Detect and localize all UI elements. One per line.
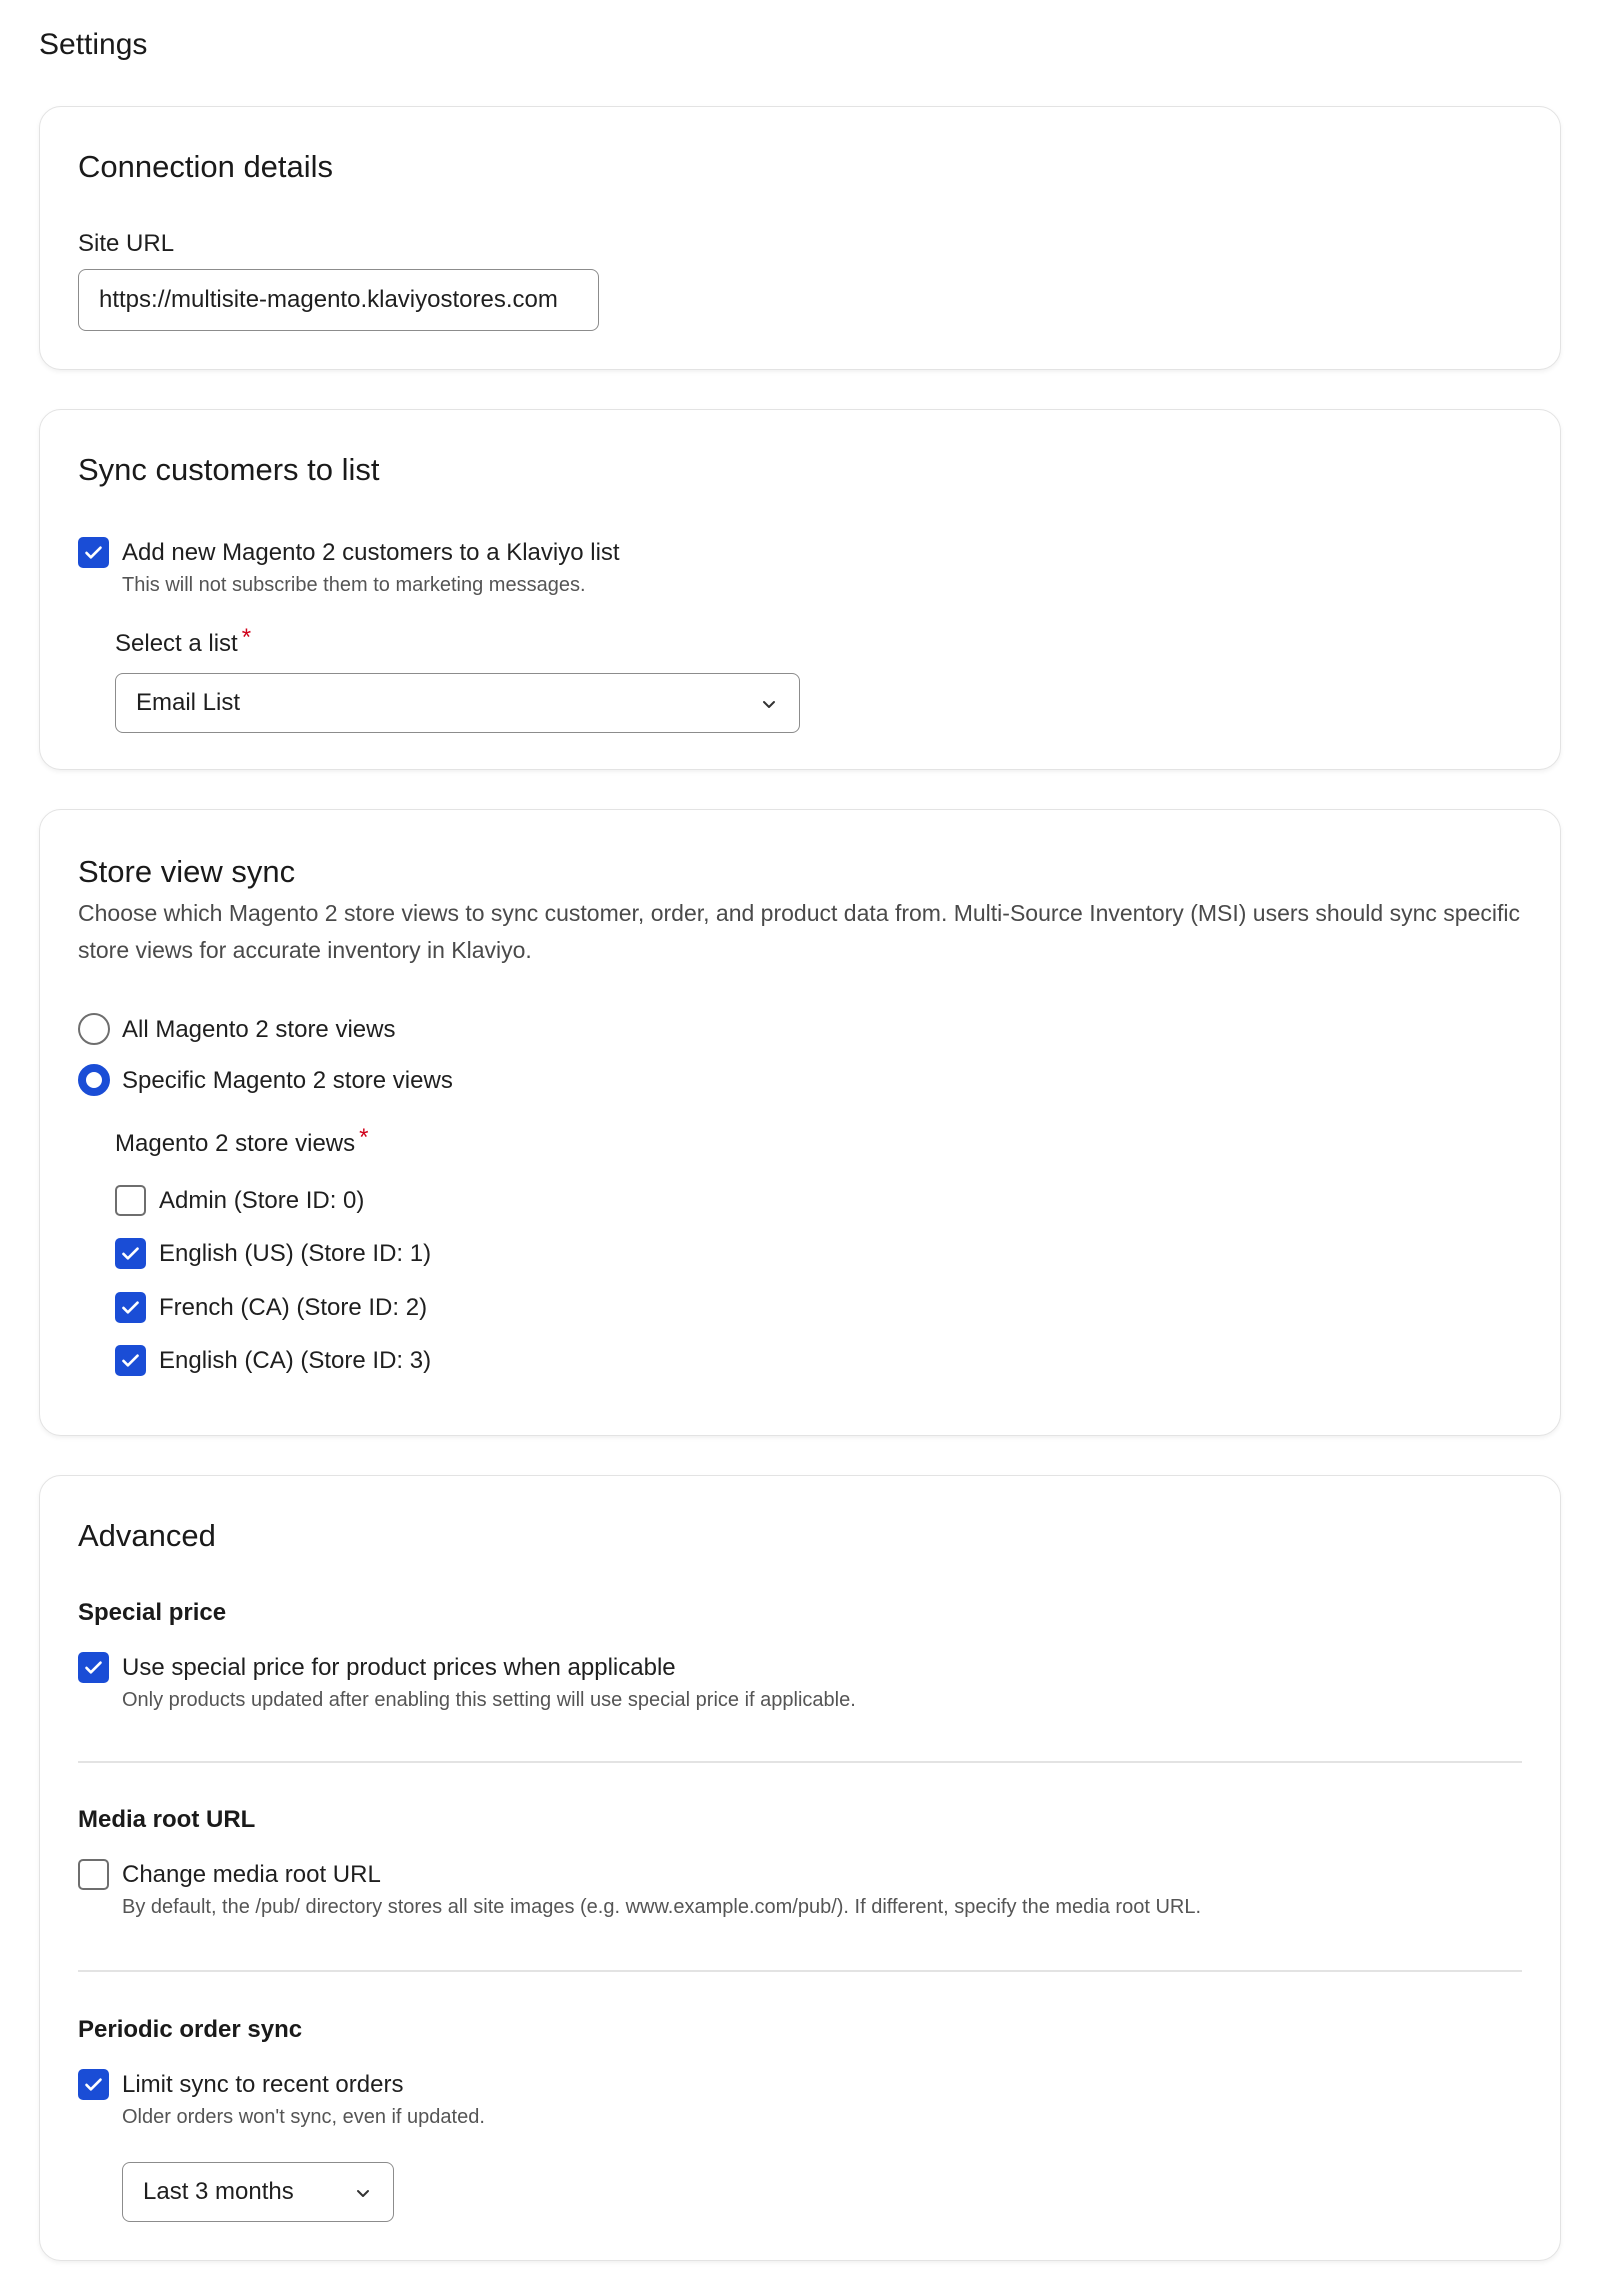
required-asterisk: * [241,624,252,651]
store-view-checkbox-english-ca[interactable] [115,1345,146,1376]
page-title: Settings [39,28,148,61]
periodic-order-label[interactable]: Limit sync to recent orders [122,2071,404,2098]
media-root-label[interactable]: Change media root URL [122,1861,381,1888]
add-customers-label[interactable]: Add new Magento 2 customers to a Klaviyo list [122,539,620,566]
connection-details-card [39,106,1561,370]
store-view-sync-title: Store view sync [78,854,296,889]
special-price-label[interactable]: Use special price for product prices when applicable [122,1654,676,1681]
store-view-sync-card [39,809,1561,1436]
radio-specific-store-views[interactable] [78,1064,110,1096]
checkmark-icon [120,1350,141,1371]
add-customers-checkbox[interactable] [78,537,109,568]
periodic-order-heading: Periodic order sync [78,2016,303,2043]
periodic-order-checkbox[interactable] [78,2069,109,2100]
connection-details-title: Connection details [78,149,334,184]
store-view-label[interactable]: French (CA) (Store ID: 2) [159,1294,428,1321]
select-list-label [115,624,252,658]
periodic-order-help: Older orders won't sync, even if updated. [122,2106,485,2128]
media-root-help: By default, the /pub/ directory stores all site images (e.g. www.example.com/pub/). If different, specify the media root URL. [122,1896,1202,1918]
advanced-card [39,1475,1561,2261]
select-list-label-text: Select a list [115,630,238,657]
list-select[interactable] [115,673,800,733]
media-root-checkbox[interactable] [78,1859,109,1890]
checkmark-icon [83,542,104,563]
checkmark-icon [120,1297,141,1318]
store-view-label[interactable]: Admin (Store ID: 0) [159,1187,365,1214]
special-price-heading: Special price [78,1599,227,1626]
radio-all-store-views[interactable] [78,1013,110,1045]
radio-all-label[interactable]: All Magento 2 store views [122,1016,396,1043]
store-view-checkbox-english-us[interactable] [115,1238,146,1269]
sync-customers-title: Sync customers to list [78,452,380,487]
store-view-checkbox-admin[interactable] [115,1185,146,1216]
store-views-label-text: Magento 2 store views [115,1130,356,1157]
add-customers-help: This will not subscribe them to marketing messages. [122,574,586,596]
order-range-select[interactable] [122,2162,394,2222]
required-asterisk: * [359,1124,369,1151]
site-url-input[interactable]: https://multisite-magento.klaviyostores.com [78,269,599,331]
sync-customers-card [39,409,1561,770]
store-view-checkbox-french-ca[interactable] [115,1292,146,1323]
special-price-help: Only products updated after enabling this setting will use special price if applicable. [122,1689,856,1711]
store-view-label[interactable]: English (US) (Store ID: 1) [159,1240,432,1267]
media-root-heading: Media root URL [78,1806,256,1833]
site-url-label: Site URL [78,230,175,257]
checkmark-icon [83,1657,104,1678]
section-divider [78,1970,1522,1972]
chevron-down-icon [761,696,777,712]
radio-specific-label[interactable]: Specific Magento 2 store views [122,1067,453,1094]
store-views-label [115,1124,369,1158]
checkmark-icon [120,1243,141,1264]
store-view-sync-description: Choose which Magento 2 store views to sync customer, order, and product data from. Multi-Source Inventory (MSI) users should sync specific store views for accurate inventory in Klaviyo. [78,900,1520,963]
special-price-checkbox[interactable] [78,1652,109,1683]
order-range-select-value: Last 3 months [143,2178,294,2205]
section-divider [78,1761,1522,1763]
advanced-title: Advanced [78,1518,216,1553]
list-select-value: Email List [136,689,241,716]
chevron-down-icon [355,2185,371,2201]
checkmark-icon [83,2074,104,2095]
store-view-label[interactable]: English (CA) (Store ID: 3) [159,1347,432,1374]
